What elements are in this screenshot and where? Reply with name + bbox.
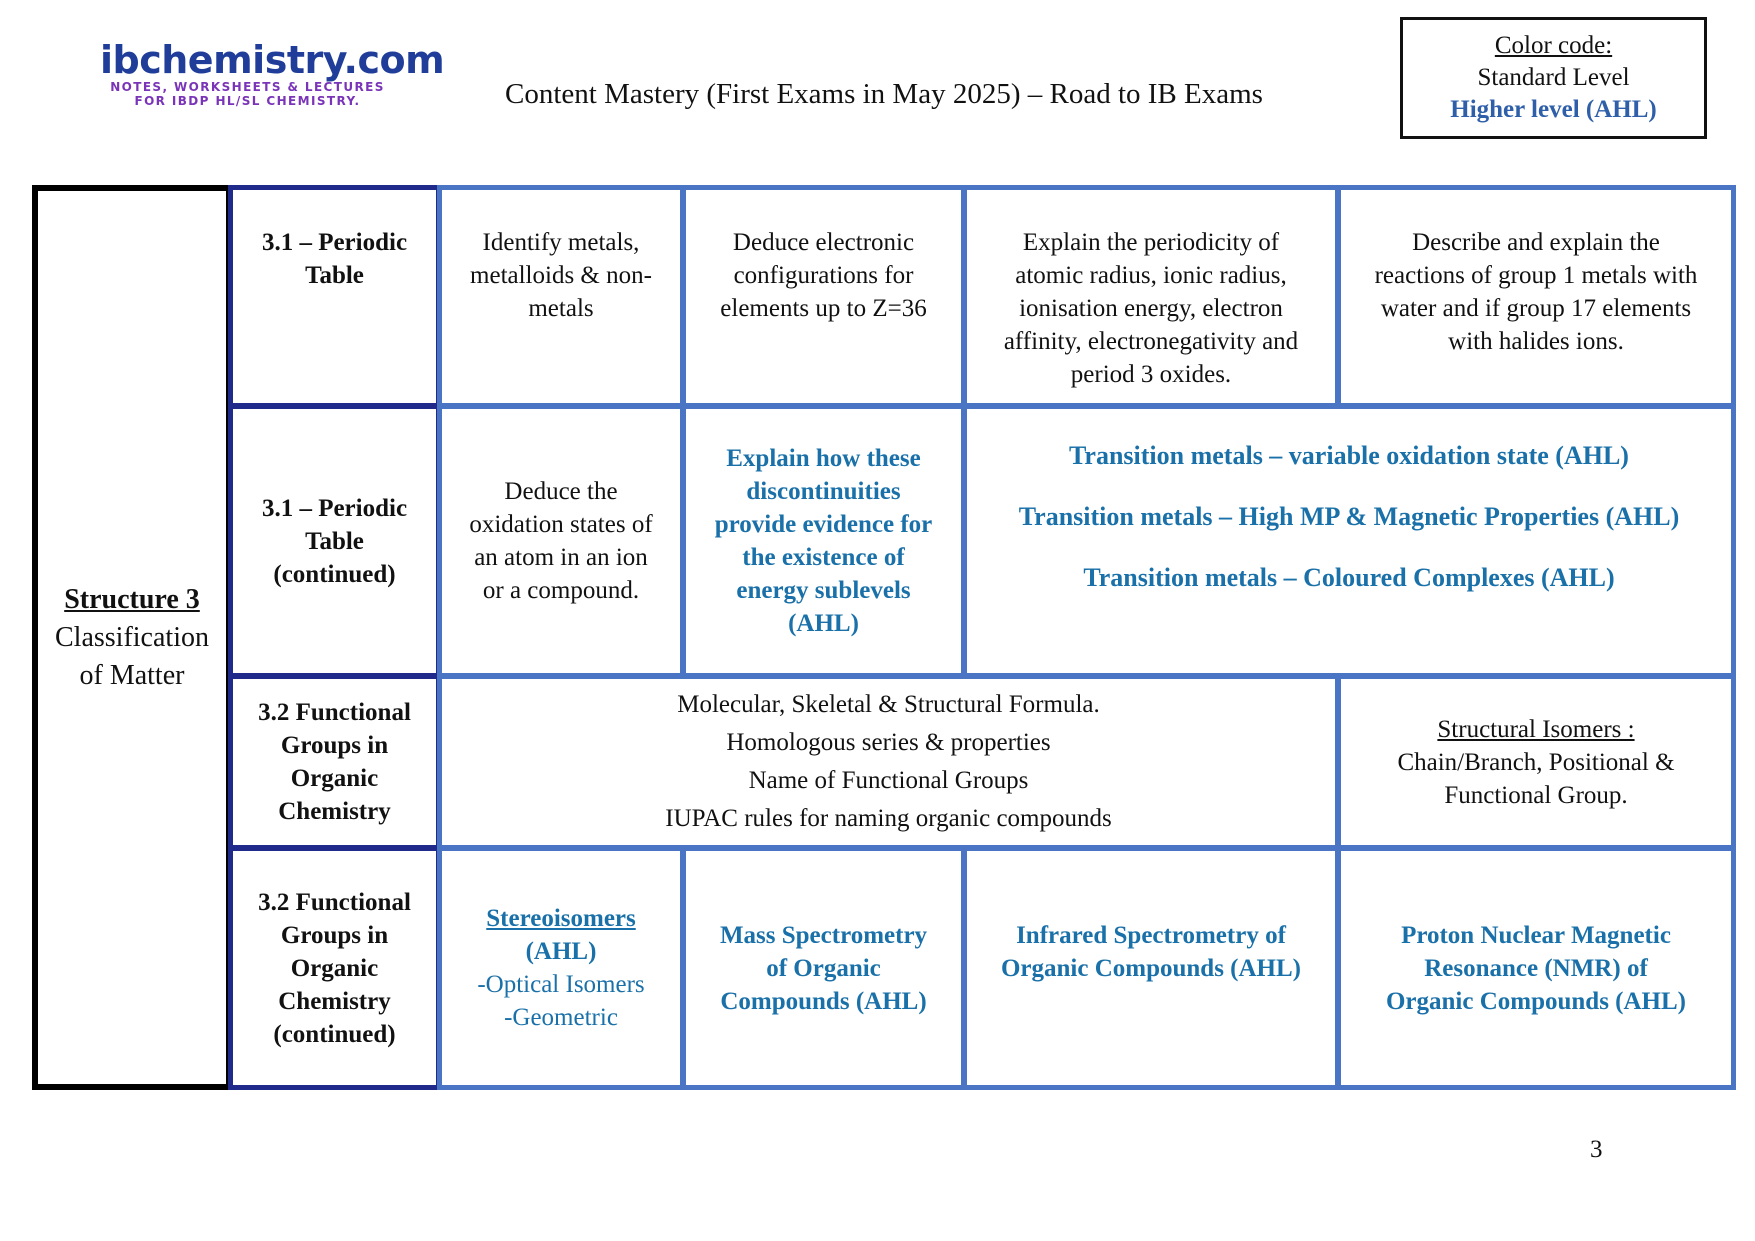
- cell-line: Organic Compounds (AHL): [1000, 955, 1302, 982]
- topic-line: 3.1 – Periodic: [261, 494, 408, 522]
- cell-line: Explain the periodicity of: [1022, 229, 1280, 256]
- infrared-spectrometry-cell: [962, 846, 1340, 1090]
- cell-line: configurations for: [733, 262, 914, 289]
- cell-line: Identify metals,: [482, 229, 640, 256]
- legend-standard-level: Standard Level: [1477, 64, 1630, 91]
- section-title: Structure 3: [64, 583, 200, 615]
- cell-line: Explain how these: [726, 445, 921, 472]
- logo-tagline-1: NOTES, WORKSHEETS & LECTURES: [110, 80, 385, 94]
- cell-line: Deduce electronic: [732, 229, 915, 256]
- logo-wordmark: ibchemistry.com: [100, 38, 445, 82]
- topic-line: Organic: [290, 954, 379, 982]
- cell-line: an atom in an ion: [474, 544, 648, 571]
- topic-line: 3.2 Functional: [258, 699, 411, 726]
- cell-line: of Organic: [766, 955, 881, 982]
- topic-line: 3.2 Functional: [258, 888, 411, 916]
- section-subtitle-2: of Matter: [79, 659, 185, 691]
- objective-cell: [681, 185, 966, 408]
- organic-basics-cell: [437, 674, 1340, 850]
- cell-line: oxidation states of: [469, 511, 653, 538]
- stereoisomers-heading: Stereoisomers: [486, 905, 636, 932]
- cell-line: (AHL): [788, 610, 859, 637]
- section-cell: [32, 185, 232, 1090]
- cell-line: ionisation energy, electron: [1019, 295, 1283, 322]
- cell-line: metalloids & non-: [470, 262, 652, 289]
- cell-line: Infrared Spectrometry of: [1016, 922, 1286, 949]
- transition-metals-cell: [962, 404, 1736, 678]
- stereoisomers-ahl: (AHL): [525, 938, 597, 965]
- cell-line: Deduce the: [504, 478, 618, 505]
- topic-cell-periodic-table-continued: [228, 404, 441, 678]
- cell-line: Mass Spectrometry: [719, 922, 928, 949]
- topic-line: (continued): [273, 560, 396, 588]
- page-title: Content Mastery (First Exams in May 2025) – Road to IB Exams: [505, 78, 1263, 110]
- ahl-objective-cell: [681, 404, 966, 678]
- tm-line: Transition metals – variable oxidation state (AHL): [1069, 441, 1629, 470]
- cell-line: -Geometric: [504, 1004, 618, 1031]
- cell-line: IUPAC rules for naming organic compounds: [665, 805, 1112, 832]
- topic-cell-periodic-table: [228, 185, 441, 408]
- topic-line: Groups in: [280, 921, 389, 949]
- cell-line: atomic radius, ionic radius,: [1015, 262, 1287, 289]
- cell-line: Describe and explain the: [1412, 229, 1660, 256]
- cell-line: discontinuities: [746, 478, 901, 505]
- topic-line: (continued): [273, 1020, 396, 1048]
- cell-line: Proton Nuclear Magnetic: [1401, 922, 1671, 949]
- cell-line: Compounds (AHL): [720, 988, 927, 1015]
- objective-cell: [962, 185, 1340, 408]
- stereoisomers-cell: [437, 846, 685, 1090]
- topic-line: Chemistry: [278, 798, 391, 825]
- cell-line: metals: [528, 295, 594, 322]
- cell-line: Functional Group.: [1444, 781, 1628, 809]
- legend-heading: Color code:: [1494, 32, 1613, 59]
- structural-isomers-cell: [1336, 674, 1736, 850]
- cell-line: period 3 oxides.: [1070, 361, 1232, 388]
- topic-line: Chemistry: [278, 987, 391, 1015]
- cell-line: with halides ions.: [1448, 328, 1624, 355]
- logo-tagline-2: FOR IBDP HL/SL CHEMISTRY.: [134, 94, 361, 108]
- page-number: 3: [1590, 1136, 1603, 1163]
- topic-cell-functional-groups: [228, 674, 441, 850]
- topic-line: Table: [305, 262, 364, 289]
- cell-line: Name of Functional Groups: [748, 767, 1029, 794]
- cell-line: reactions of group 1 metals with: [1374, 262, 1698, 289]
- mass-spectrometry-cell: [681, 846, 966, 1090]
- topic-line: 3.1 – Periodic: [261, 229, 408, 256]
- tm-line: Transition metals – Coloured Complexes (AHL): [1083, 563, 1615, 592]
- legend-higher-level: Higher level (AHL): [1450, 96, 1657, 123]
- topic-cell-functional-groups-continued: [228, 846, 441, 1090]
- structural-isomers-heading: Structural Isomers :: [1437, 715, 1635, 743]
- cell-line: affinity, electronegativity and: [1003, 328, 1299, 355]
- objective-cell: [437, 404, 685, 678]
- section-subtitle-1: Classification: [55, 621, 209, 653]
- cell-line: Homologous series & properties: [726, 729, 1051, 756]
- nmr-cell: [1336, 846, 1736, 1090]
- objective-cell: [1336, 185, 1736, 408]
- topic-line: Table: [305, 527, 364, 555]
- cell-line: Organic Compounds (AHL): [1385, 988, 1687, 1015]
- cell-line: or a compound.: [482, 577, 640, 604]
- cell-line: Resonance (NMR) of: [1424, 955, 1648, 982]
- objective-cell: [437, 185, 685, 408]
- tm-line: Transition metals – High MP & Magnetic Properties (AHL): [1018, 502, 1680, 531]
- cell-line: provide evidence for: [714, 511, 933, 538]
- cell-line: the existence of: [742, 544, 905, 571]
- cell-line: -Optical Isomers: [477, 971, 645, 998]
- cell-line: Chain/Branch, Positional &: [1397, 748, 1675, 776]
- cell-line: elements up to Z=36: [720, 295, 927, 322]
- cell-line: water and if group 17 elements: [1380, 295, 1692, 322]
- topic-line: Organic: [290, 765, 379, 792]
- cell-line: Molecular, Skeletal & Structural Formula.: [677, 691, 1100, 718]
- topic-line: Groups in: [280, 732, 389, 759]
- cell-line: energy sublevels: [736, 577, 911, 604]
